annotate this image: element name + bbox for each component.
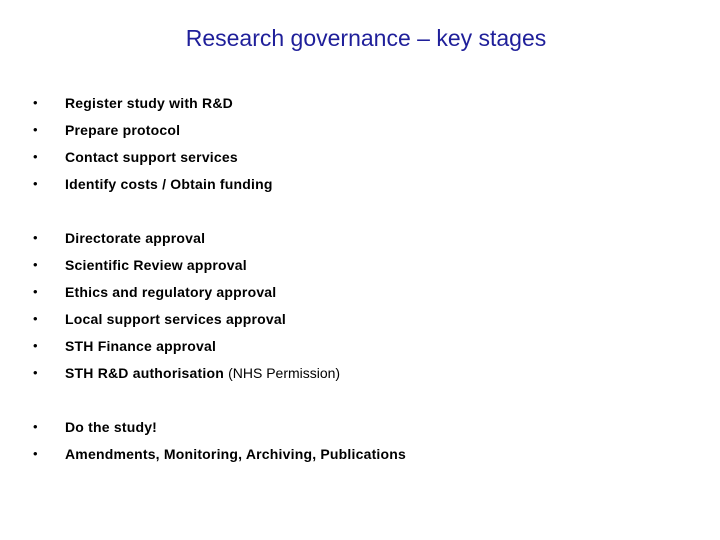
bullet-icon: •	[33, 149, 38, 164]
list-item-text: Ethics and regulatory approval	[65, 284, 277, 300]
list-item	[0, 120, 700, 140]
list-item-text: Register study with R&D	[65, 95, 233, 111]
bullet-icon: •	[33, 446, 38, 461]
list-item-text: Local support services approval	[65, 311, 286, 327]
list-item	[0, 363, 700, 383]
list-item	[0, 147, 700, 167]
list-item	[0, 93, 700, 113]
list-item	[0, 282, 700, 302]
bullet-icon: •	[33, 95, 38, 110]
bullet-icon: •	[33, 365, 38, 380]
bullet-icon: •	[33, 338, 38, 353]
list-item	[0, 336, 700, 356]
bullet-icon: •	[33, 176, 38, 191]
list-item-note: (NHS Permission)	[228, 365, 341, 381]
list-item	[0, 228, 700, 248]
slide-title: Research governance – key stages	[185, 25, 547, 51]
list-item-text: Amendments, Monitoring, Archiving, Publications	[65, 446, 407, 462]
bullet-icon: •	[33, 284, 38, 299]
list-item-text: Prepare protocol	[65, 122, 181, 138]
list-item-text: Scientific Review approval	[65, 257, 247, 273]
list-item	[0, 444, 700, 464]
list-item	[0, 309, 700, 329]
bullet-icon: •	[33, 230, 38, 245]
bullet-icon: •	[33, 122, 38, 137]
list-item	[0, 417, 700, 437]
list-item-text: STH Finance approval	[65, 338, 217, 354]
list-item	[0, 255, 700, 275]
list-item-text: Do the study!	[65, 419, 158, 435]
bullet-icon: •	[33, 311, 38, 326]
list-item-text: Contact support services	[65, 149, 238, 165]
list-item-strong-text: STH R&D authorisation	[65, 365, 224, 381]
bullet-icon: •	[33, 419, 38, 434]
list-item-text: Directorate approval	[65, 230, 206, 246]
list-item-text: Identify costs / Obtain funding	[65, 176, 273, 192]
bullet-icon: •	[33, 257, 38, 272]
list-item	[0, 174, 700, 194]
list-item-text	[65, 363, 340, 383]
